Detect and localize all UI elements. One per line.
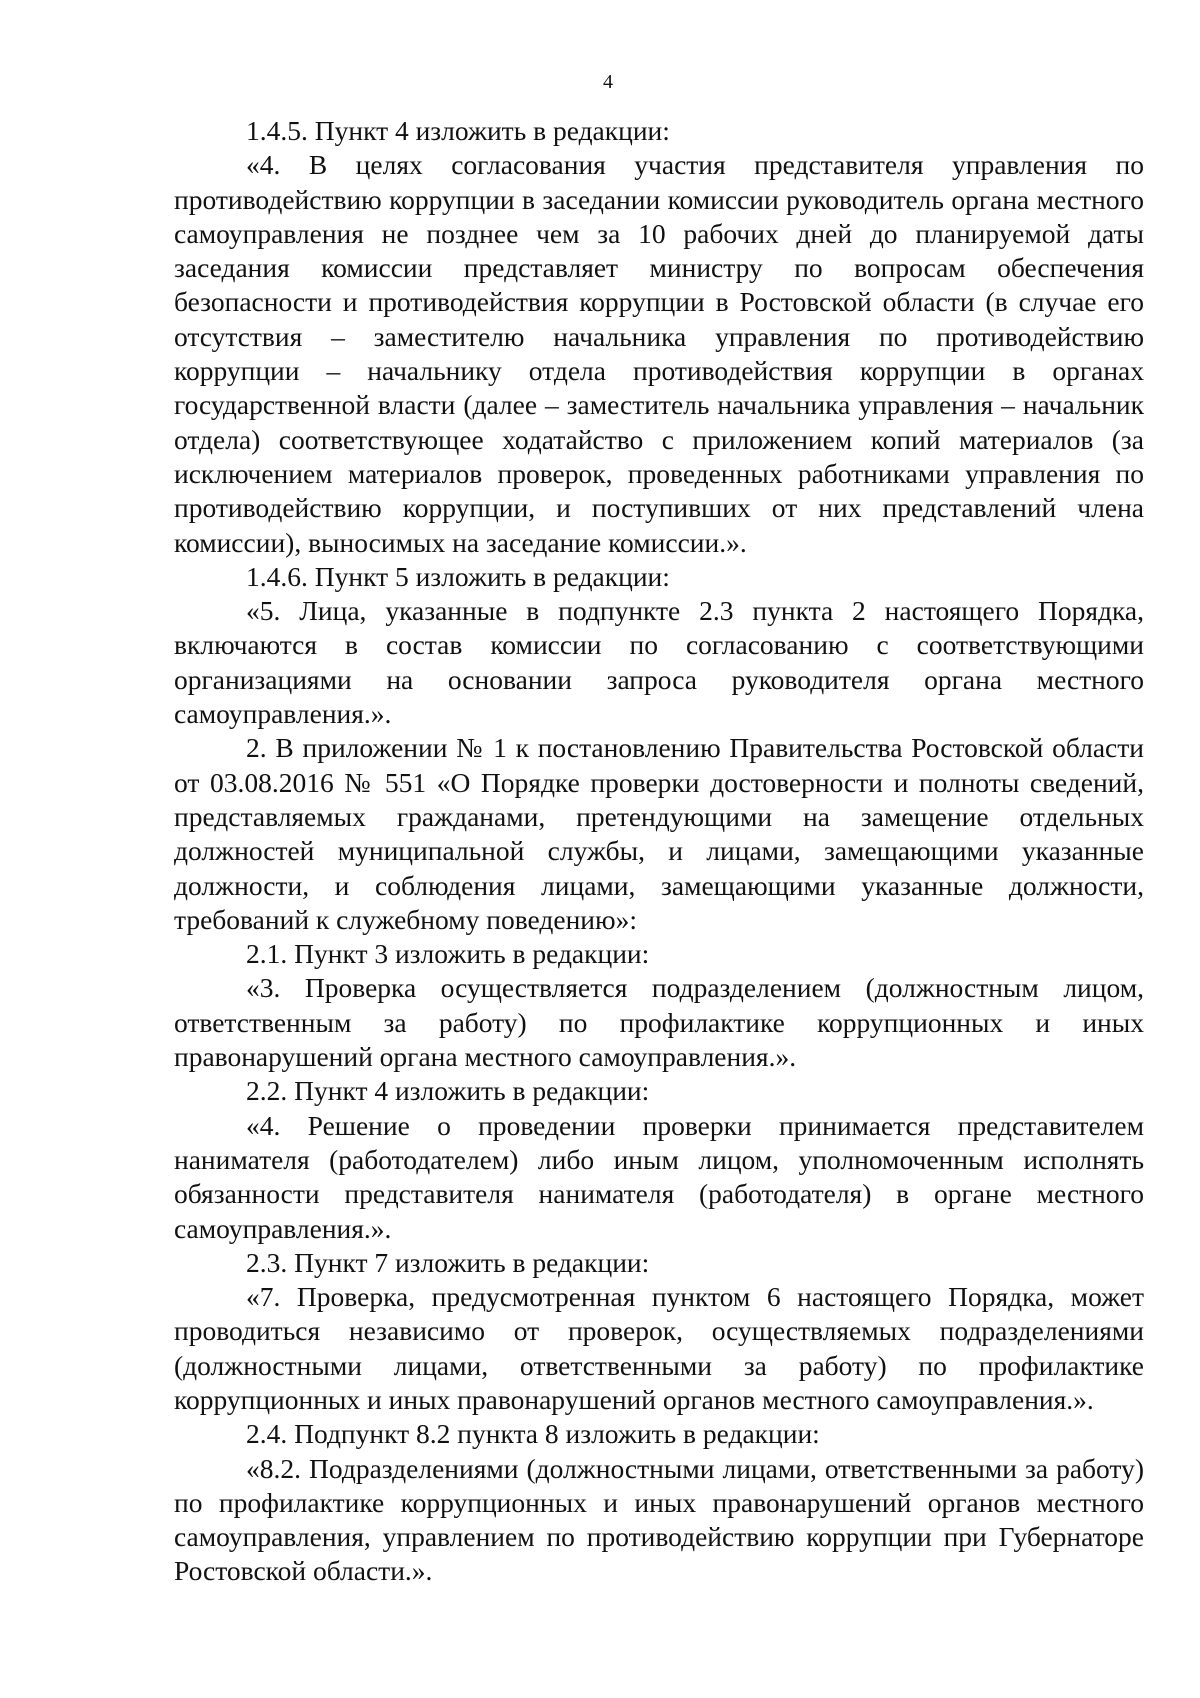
paragraph-1-4-6-heading: 1.4.6. Пункт 5 изложить в редакции: — [246, 560, 670, 592]
paragraph-2-2-heading: 2.2. Пункт 4 изложить в редакции: — [246, 1075, 650, 1107]
paragraph-item-8-2-text: «8.2. Подразделениями (должностными лицами, ответственными за работу) по профилактике коррупционных и иных правонарушений органов местного самоуправления, управлением по противодействию коррупции при Губернаторе Ростовской области.». — [174, 1452, 1144, 1587]
paragraph-2-1-heading: 2.1. Пункт 3 изложить в редакции: — [246, 938, 650, 970]
paragraph-item-5-text: «5. Лица, указанные в подпункте 2.3 пункта 2 настоящего Порядка, включаются в состав комиссии по согласованию с соответствующими организациями на основании запроса руководителя органа местного самоуправления.». — [174, 595, 1144, 730]
paragraph-2-3-heading: 2.3. Пункт 7 изложить в редакции: — [246, 1246, 650, 1278]
paragraph-1-4-5-heading: 1.4.5. Пункт 4 изложить в редакции: — [246, 115, 670, 146]
paragraph-item-4-text: «4. В целях согласования участия представителя управления по противодействию коррупции в заседании комиссии руководитель органа местного самоуправления не позднее чем за 10 рабочих дней до планируемой даты заседания комиссии представляет министру по вопросам обеспечения безопасности и противодействия коррупции в Ростовской области (в случае его отсутствия – заместителю начальника управления по противодействию коррупции – начальнику отдела противодействия коррупции в органах государственной власти (далее – заместитель начальника управления – начальник отдела) соответствующее ходатайство с приложением копий материалов (за исключением материалов проверок, проведенных работниками управления по противодействию коррупции, и поступивших от них представлений члена комиссии), выносимых на заседание комиссии.». — [174, 149, 1144, 558]
paragraph-item-7-text: «7. Проверка, предусмотренная пунктом 6 настоящего Порядка, может проводиться независимо от проверок, осуществляемых подразделениями (должностными лицами, ответственными за работу) по профилактике коррупционных и иных правонарушений органов местного самоуправления.». — [174, 1281, 1144, 1415]
paragraph-2-4-heading: 2.4. Подпункт 8.2 пункта 8 изложить в редакции: — [246, 1418, 820, 1450]
paragraph-section-2-intro: 2. В приложении № 1 к постановлению Правительства Ростовской области от 03.08.2016 № 551 «О Порядке проверки достоверности и полноты сведений, представляемых гражданами, претендующими на замещение отдельных должностей муниципальной службы, и лицами, замещающими указанные должности, и соблюдения лицами, замещающими указанные должности, требований к служебному поведению»: — [174, 732, 1144, 935]
paragraph-item-3-text: «3. Проверка осуществляется подразделением (должностным лицом, ответственным за работу) по профилактике коррупционных и иных правонарушений органа местного самоуправления.». — [174, 972, 1144, 1073]
page-number: 4 — [603, 71, 613, 93]
document-body — [174, 114, 1144, 1589]
paragraph-item-4-decision-text: «4. Решение о проведении проверки принимается представителем нанимателя (работодателем) либо иным лицом, уполномоченным исполнять обязанности представителя нанимателя (работодателя) в органе местного самоуправления.». — [174, 1109, 1144, 1244]
